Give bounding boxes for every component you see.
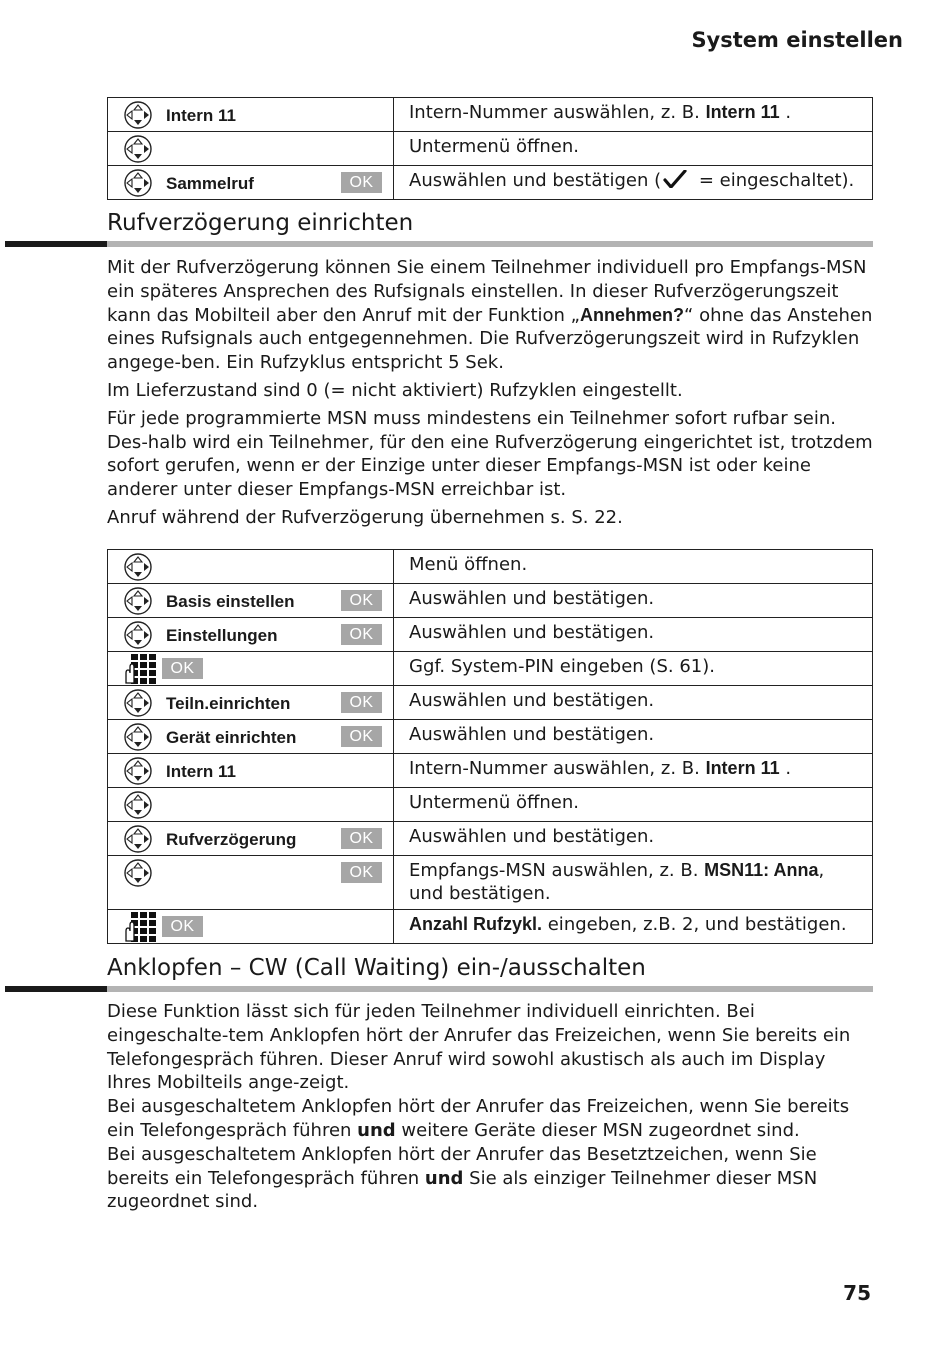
menu-term: Intern 11: [705, 758, 780, 778]
navigation-key-icon: [123, 135, 153, 163]
text-run: eingeben, z.B. 2, und bestätigen.: [542, 914, 847, 935]
navigation-key-icon: [123, 757, 153, 785]
step-description: [394, 822, 872, 852]
text-run: Bei ausgeschaltetem Anklopfen hört der Anrufer das Freizeichen, wenn Sie bereits ein Telefongespräch führen: [107, 1096, 850, 1141]
text-run: Auswählen und bestätigen.: [409, 724, 655, 745]
step-description: [394, 856, 872, 909]
step-row: [108, 98, 873, 132]
text-run: Anruf während der Rufverzögerung übernehmen s. S. 22.: [107, 506, 623, 528]
text-run: , und bestätigen.: [409, 860, 825, 904]
text-run: Auswählen und bestätigen (: [409, 170, 662, 191]
navigation-key-icon: [123, 689, 153, 717]
step-row: [108, 652, 873, 686]
ok-key-badge: OK: [341, 624, 382, 645]
steps-table-rufverzoegerung: [107, 549, 873, 944]
section-rule-dark: [5, 241, 107, 247]
text-run: Diese Funktion lässt sich für jeden Teilnehmer individuell einrichten. Bei eingeschalte-tem Anklopfen hört der Anrufer das Freizeichen, wenn Sie bereits ein Telefongespräch führen. Dieser Anruf wird sowohl akustisch als auch im Display Ihres Mobilteils ange-zeigt.: [107, 1001, 851, 1094]
text-run: Empfangs-MSN auswählen, z. B.: [409, 860, 705, 881]
text-run: .: [779, 758, 792, 779]
step-row: [108, 550, 873, 584]
text-run: Mit der Rufverzögerung können Sie einem Teilnehmer individuell pro Empfangs-MSN ein späteres Ansprechen des Rufsignals einstellen. In dieser Rufverzögerungszeit kann das Mobilteil aber den Anruf mit der Funktion „: [107, 257, 867, 326]
text-run: Sie als einziger Teilnehmer dieser MSN zugeordnet sind.: [107, 1167, 818, 1213]
text-run: “ ohne das Anstehen eines Rufsignals auch entgegennehmen. Die Rufverzögerungszeit wird in Rufzyklen angege-ben. Ein Rufzyklus entspricht 5 Sek.: [107, 304, 873, 374]
step-description: [394, 618, 872, 648]
navigation-key-icon: [123, 553, 153, 581]
text-run: Intern-Nummer auswählen, z. B.: [409, 758, 706, 779]
paragraph: [107, 506, 873, 530]
menu-entry-label: Basis einstellen: [166, 592, 295, 611]
text-run: Untermenü öffnen.: [409, 136, 579, 157]
section-rule-light: [107, 986, 873, 992]
keypad-icon: [123, 911, 159, 943]
step-row: [108, 788, 873, 822]
navigation-key-icon: [123, 101, 153, 129]
steps-table-system: [107, 97, 873, 200]
navigation-key-icon: [123, 587, 153, 615]
text-run: Auswählen und bestätigen.: [409, 826, 655, 847]
paragraph: [107, 256, 873, 375]
menu-entry-label: Sammelruf: [166, 174, 254, 193]
step-row: [108, 720, 873, 754]
step-description: [394, 754, 872, 784]
text-run: Untermenü öffnen.: [409, 792, 579, 813]
step-description: [394, 652, 872, 682]
paragraph: [107, 1000, 873, 1095]
navigation-key-icon: [123, 621, 153, 649]
section-title-rufverzoegerung: Rufverzögerung einrichten: [107, 210, 414, 236]
text-run: und: [357, 1119, 396, 1141]
navigation-key-icon: [123, 859, 153, 887]
step-description: [394, 788, 872, 818]
navigation-key-icon: [123, 791, 153, 819]
menu-entry-label: Einstellungen: [166, 626, 278, 645]
step-row: [108, 754, 873, 788]
text-run: .: [779, 102, 792, 123]
ok-key-badge: OK: [341, 726, 382, 747]
step-description: [394, 910, 872, 940]
ok-key-badge: OK: [341, 862, 382, 883]
text-run: Im Lieferzustand sind 0 (= nicht aktiviert) Rufzyklen eingestellt.: [107, 379, 683, 401]
checkmark-icon: [663, 170, 687, 188]
step-row: [108, 856, 873, 910]
keypad-icon: [123, 653, 159, 685]
step-row: [108, 910, 873, 944]
navigation-key-icon: [123, 723, 153, 751]
step-description: [394, 166, 872, 196]
step-row: [108, 166, 873, 200]
text-run: Auswählen und bestätigen.: [409, 690, 655, 711]
paragraph: [107, 407, 873, 502]
menu-entry-label: Gerät einrichten: [166, 728, 297, 747]
running-header: System einstellen: [691, 28, 903, 52]
text-run: Auswählen und bestätigen.: [409, 622, 655, 643]
step-description: [394, 686, 872, 716]
section-rule-light: [107, 241, 873, 247]
navigation-key-icon: [123, 169, 153, 197]
ok-key-badge: OK: [341, 590, 382, 611]
text-run: Ggf. System-PIN eingeben (S. 61).: [409, 656, 715, 677]
paragraph: [107, 1095, 873, 1143]
page-number: 75: [843, 1281, 871, 1305]
step-row: [108, 584, 873, 618]
section-rule-dark: [5, 986, 107, 992]
menu-entry-label: Intern 11: [166, 762, 236, 781]
ok-key-badge: OK: [341, 692, 382, 713]
step-description: [394, 720, 872, 750]
ok-key-badge: OK: [341, 172, 382, 193]
menu-term: MSN11: Anna: [704, 860, 819, 880]
navigation-key-icon: [123, 825, 153, 853]
step-row: [108, 132, 873, 166]
menu-term: Annehmen?: [580, 304, 685, 325]
menu-term: Anzahl Rufzykl.: [409, 914, 543, 934]
ok-key-badge: OK: [341, 828, 382, 849]
step-row: [108, 686, 873, 720]
ok-key-badge: OK: [162, 916, 203, 937]
text-run: = eingeschaltet).: [693, 170, 855, 191]
text-run: Menü öffnen.: [409, 554, 528, 575]
ok-key-badge: OK: [162, 658, 203, 679]
menu-term: Intern 11: [705, 102, 780, 122]
section-title-anklopfen: Anklopfen – CW (Call Waiting) ein-/ausschalten: [107, 955, 646, 981]
step-row: [108, 822, 873, 856]
step-description: [394, 98, 872, 128]
text-run: weitere Geräte dieser MSN zugeordnet sind.: [395, 1119, 800, 1141]
text-run: Auswählen und bestätigen.: [409, 588, 655, 609]
step-row: [108, 618, 873, 652]
text-run: Bei ausgeschaltetem Anklopfen hört der Anrufer das Besetztzeichen, wenn Sie bereits ein Telefongespräch führen: [107, 1143, 817, 1189]
text-run: und: [424, 1167, 464, 1189]
menu-entry-label: Teiln.einrichten: [166, 694, 291, 713]
paragraph: [107, 1143, 873, 1214]
section-body-rufverzoegerung: [107, 256, 873, 530]
text-run: Intern-Nummer auswählen, z. B.: [409, 102, 706, 123]
step-description: [394, 550, 872, 580]
section-body-anklopfen: [107, 1000, 873, 1214]
paragraph: [107, 379, 873, 403]
menu-entry-label: Rufverzögerung: [166, 830, 297, 849]
menu-entry-label: Intern 11: [166, 106, 236, 125]
step-description: [394, 132, 872, 162]
text-run: Für jede programmierte MSN muss mindestens ein Teilnehmer sofort rufbar sein. Des-halb wird ein Teilnehmer, für den eine Rufverzögerung eingerichtet ist, trotzdem sofort gerufen, wenn er der Einzige unter dieser Empfangs-MSN ist oder keine anderer unter dieser Empfangs-MSN erreichbar ist.: [107, 407, 873, 501]
step-description: [394, 584, 872, 614]
